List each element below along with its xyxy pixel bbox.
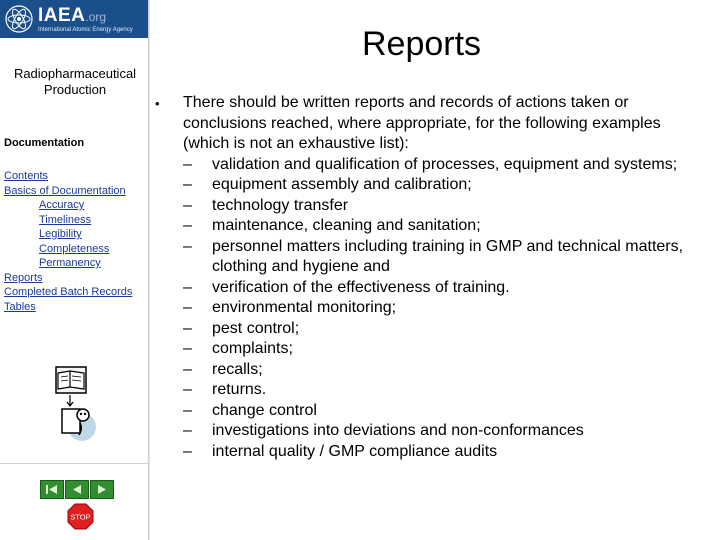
dash-icon: – xyxy=(183,299,192,316)
intro-text: There should be written reports and records of actions taken or conclusions reached, where appropriate, for the following examples (which is not an exhaustive list): xyxy=(183,94,661,152)
stop-label: STOP xyxy=(70,512,91,522)
list-item-text: complaints; xyxy=(212,340,293,357)
logo-subtitle: International Atomic Energy Agency xyxy=(38,26,133,33)
stop-button[interactable] xyxy=(67,503,94,530)
dash-icon: – xyxy=(183,340,192,357)
list-item-text: environmental monitoring; xyxy=(212,299,397,316)
list-item-text: internal quality / GMP compliance audits xyxy=(212,442,498,460)
list-item-text: equipment assembly and calibration; xyxy=(212,176,472,193)
nav-link-tables[interactable]: Tables xyxy=(4,300,36,313)
dash-icon: – xyxy=(183,217,192,234)
list-item-text: verification of the effectiveness of training. xyxy=(212,278,510,296)
next-page-button[interactable] xyxy=(90,480,114,499)
nav-link-basics-of-documentation[interactable]: Basics of Documentation xyxy=(4,184,126,197)
list-item-text: returns. xyxy=(212,381,267,398)
nav-link-timeliness[interactable]: Timeliness xyxy=(39,213,92,226)
list-item xyxy=(183,401,698,422)
list-item xyxy=(183,380,698,401)
iaea-logo xyxy=(0,0,150,38)
slide-title: Reports xyxy=(362,25,482,63)
list-item xyxy=(183,421,698,442)
nav-link-accuracy[interactable]: Accuracy xyxy=(39,199,85,211)
nav-link-completed-batch-records[interactable]: Completed Batch Records xyxy=(4,286,133,298)
nav-link-reports[interactable]: Reports xyxy=(4,271,43,284)
logo-org: .org xyxy=(85,9,107,24)
sidebar-separator xyxy=(0,463,148,464)
dash-icon: – xyxy=(183,196,192,214)
documentation-heading: Documentation xyxy=(4,137,85,149)
report-examples-list xyxy=(183,155,698,463)
list-item-text: maintenance, cleaning and sanitation; xyxy=(212,217,481,234)
dash-icon: – xyxy=(183,278,192,296)
next-page-icon xyxy=(96,484,108,495)
list-item xyxy=(183,339,698,360)
dash-icon: – xyxy=(183,401,192,419)
dash-icon: – xyxy=(183,422,192,439)
list-item xyxy=(183,216,698,237)
dash-icon: – xyxy=(183,442,192,460)
nav-link-legibility[interactable]: Legibility xyxy=(39,228,82,240)
list-item xyxy=(183,319,698,340)
dash-icon: – xyxy=(183,155,192,173)
nav-link-completeness[interactable]: Completeness xyxy=(39,242,110,255)
list-item xyxy=(183,298,698,319)
bullet-icon: • xyxy=(155,96,160,111)
list-item-text: pest control; xyxy=(212,319,300,337)
dash-icon: – xyxy=(183,176,192,193)
first-page-button[interactable] xyxy=(40,480,64,499)
previous-page-icon xyxy=(71,484,83,495)
list-item-text: validation and qualification of processes, equipment and systems; xyxy=(212,155,678,173)
previous-page-button[interactable] xyxy=(65,480,89,499)
list-item xyxy=(183,196,698,217)
dash-icon: – xyxy=(183,381,192,398)
list-item xyxy=(183,237,698,278)
list-item-text: investigations into deviations and non-conformances xyxy=(212,422,584,439)
sidebar-nav xyxy=(4,169,132,314)
slide-content xyxy=(183,93,698,462)
dash-icon: – xyxy=(183,237,192,255)
reading-illustration-icon xyxy=(52,365,96,443)
atom-icon xyxy=(4,4,34,34)
list-item xyxy=(183,155,698,176)
list-item xyxy=(183,175,698,196)
list-item xyxy=(183,360,698,381)
list-item-text: recalls; xyxy=(212,360,263,378)
nav-link-permanency[interactable]: Permanency xyxy=(39,257,101,269)
slide-navigation xyxy=(40,480,114,499)
list-item xyxy=(183,442,698,463)
logo-name: IAEA xyxy=(38,4,86,26)
nav-link-contents[interactable]: Contents xyxy=(4,170,49,182)
list-item-text: personnel matters including training in GMP and technical matters, clothing and hygiene and xyxy=(212,237,684,275)
dash-icon: – xyxy=(183,360,192,378)
dash-icon: – xyxy=(183,319,192,337)
list-item-text: change control xyxy=(212,401,317,419)
list-item xyxy=(183,278,698,299)
first-page-icon xyxy=(45,484,59,495)
section-title: Radiopharmaceutical Production xyxy=(13,66,137,97)
list-item-text: technology transfer xyxy=(212,196,349,214)
